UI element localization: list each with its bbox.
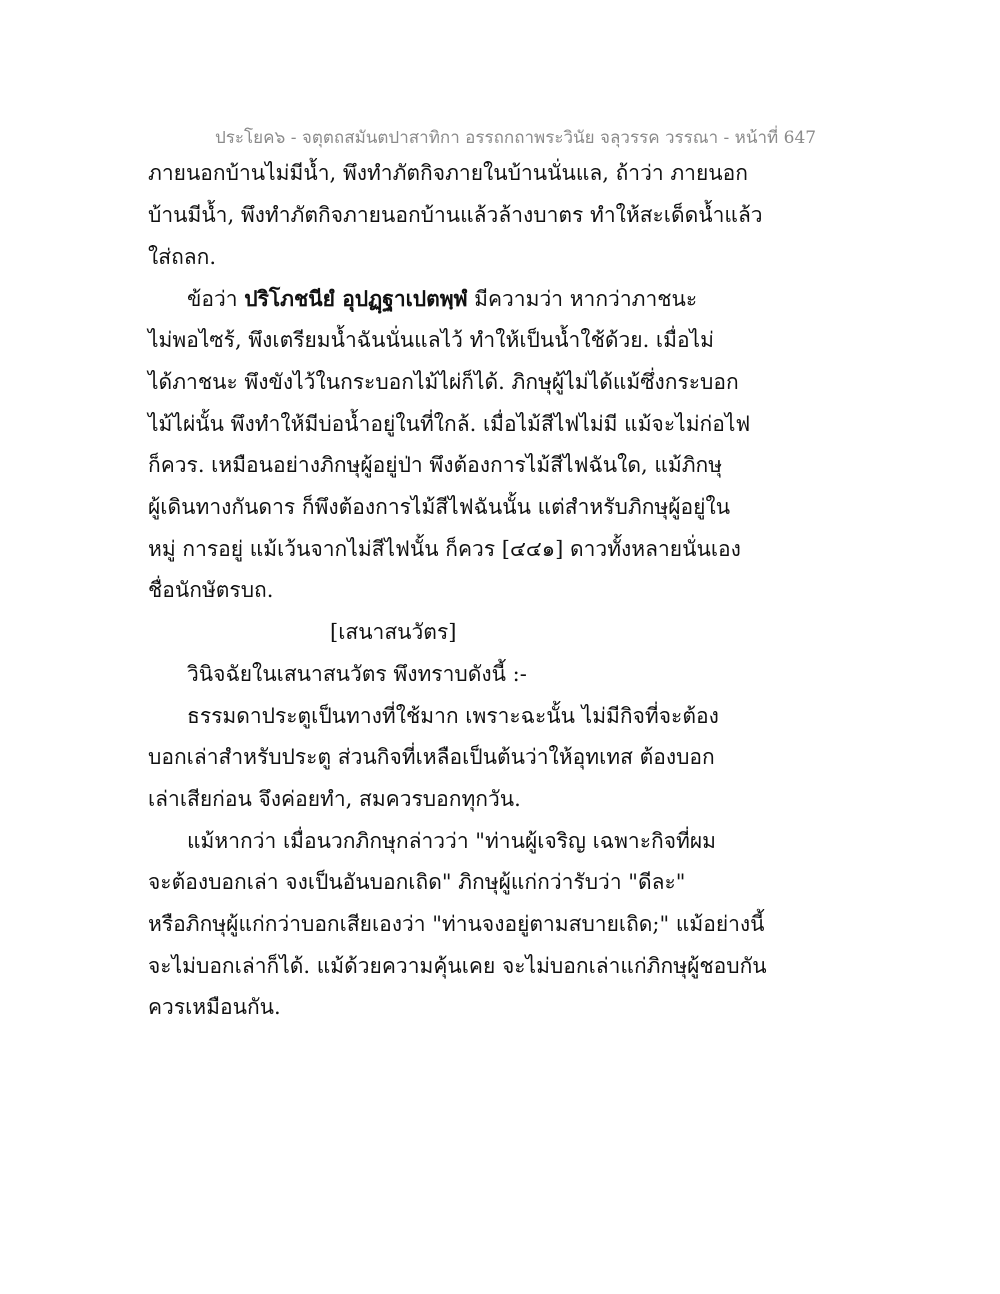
text-line: จะต้องบอกเล่า จงเป็นอันบอกเถิด" ภิกษุผู้แก่กว่ารับว่า "ดีละ" [148,870,686,894]
text-line: บอกเล่าสำหรับประตู ส่วนกิจที่เหลือเป็นต้นว่าให้อุทเทส ต้องบอก [148,745,715,769]
text-line: หรือภิกษุผู้แก่กว่าบอกเสียเองว่า "ท่านจงอยู่ตามสบายเถิด;" แม้อย่างนี้ [148,912,765,936]
page-header: ประโยค๖ - จตุตถสมันตปาสาทิกา อรรถกถาพระวินัย จลุวรรค วรรณา - หน้าที่ 647 [215,128,817,148]
text-segment: มีความว่า หากว่าภาชนะ [467,287,698,311]
text-line: บ้านมีน้ำ, พึงทำภัตกิจภายนอกบ้านแล้วล้างบาตร ทำให้สะเด็ดน้ำแล้ว [148,203,763,227]
text-line: ไม่พอไซร้, พึงเตรียมน้ำฉันนั่นแลไว้ ทำให้เป็นน้ำใช้ด้วย. เมื่อไม่ [148,328,714,352]
text-segment: ข้อว่า [187,287,245,311]
text-line: เล่าเสียก่อน จึงค่อยทำ, สมควรบอกทุกวัน. [148,787,521,811]
text-line: ภายนอกบ้านไม่มีน้ำ, พึงทำภัตกิจภายในบ้านนั่นแล, ถ้าว่า ภายนอก [148,161,748,185]
section-title: [เสนาสนวัตร] [330,620,457,644]
text-line: จะไม่บอกเล่าก็ได้. แม้ด้วยความคุ้นเคย จะไม่บอกเล่าแก่ภิกษุผู้ชอบกัน [148,954,767,978]
text-line: หมู่ การอยู่ แม้เว้นจากไม่สีไฟนั้น ก็ควร [๔๔๑] ดาวทั้งหลายนั่นเอง [148,537,741,561]
text-line: ใส่ถลก. [148,245,217,269]
text-line: วินิจฉัยในเสนาสนวัตร พึงทราบดังนี้ :- [187,662,527,686]
text-line: ชื่อนักษัตรบถ. [148,578,274,602]
text-line: ก็ควร. เหมือนอย่างภิกษุผู้อยู่ป่า พึงต้องการไม้สีไฟฉันใด, แม้ภิกษุ [148,453,723,477]
paragraph-first-line [187,288,697,310]
text-line: แม้หากว่า เมื่อนวกภิกษุกล่าวว่า "ท่านผู้เจริญ เฉพาะกิจที่ผม [187,829,716,853]
text-line: ไม้ไผ่นั้น พึงทำให้มีบ่อน้ำอยู่ในที่ใกล้. เมื่อไม้สีไฟไม่มี แม้จะไม่ก่อไฟ [148,412,751,436]
text-line: ควรเหมือนกัน. [148,995,281,1019]
text-line: ผู้เดินทางกันดาร ก็พึงต้องการไม้สีไฟฉันนั้น แต่สำหรับภิกษุผู้อยู่ใน [148,495,731,519]
text-line: ได้ภาชนะ พึงขังไว้ในกระบอกไม้ไผ่ก็ได้. ภิกษุผู้ไม่ได้แม้ซึ่งกระบอก [148,370,739,394]
pali-term: ปริโภชนียํ อุปฏฺฐาเปตพฺพํ [244,286,468,311]
text-line: ธรรมดาประตูเป็นทางที่ใช้มาก เพราะฉะนั้น ไม่มีกิจที่จะต้อง [187,704,719,728]
